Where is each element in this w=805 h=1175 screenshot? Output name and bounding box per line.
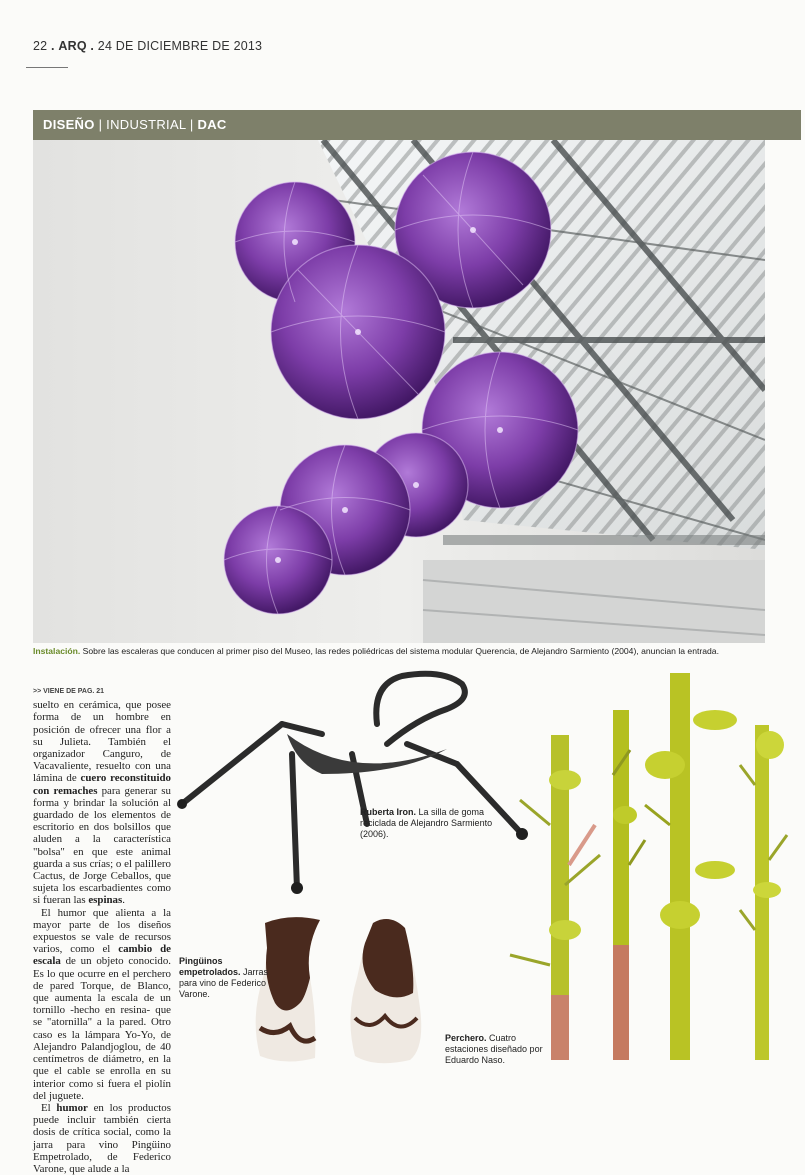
- main-photo: [33, 140, 765, 643]
- coat-rack-caption: Perchero. Cuatro estaciones diseñado por Eduardo Naso.: [445, 1033, 543, 1065]
- penguins-caption: Pingüinos empetrolados. Jarras para vino de Federico Varone.: [179, 956, 269, 999]
- coat-rack-photo: [505, 665, 805, 1065]
- article-paragraph: suelto en cerámica, que posee forma de un hombre en posición de ofrecer una flor a su Julieta. También el organizador Canguro, de Vacavaliente, resuelto con una lámina de cuero reconstituido con remaches para generar su forma y brindar la solución al guardado de los elementos de escritorio en dos bolsillos que aluden a la característica "bolsa" en que este animal guarda a sus crías; o el palillero Cactus, de Jorge Ceballos, que sujeta los escarbadientes como si fueran las espinas.: [33, 699, 171, 907]
- penguin-jugs-photo: [245, 908, 435, 1068]
- section-bar-dac: DAC: [197, 117, 227, 132]
- page-number: 22: [33, 39, 48, 53]
- main-photo-caption: [33, 646, 773, 656]
- section-name: ARQ: [58, 39, 87, 53]
- section-bar-industrial: INDUSTRIAL: [106, 117, 186, 132]
- article-paragraph: El humor que alienta a la mayor parte de los diseños expuestos se vale de recursos varios, como el cambio de escala de un objeto conocido. Es lo que ocurre en el perchero de pared Torque, de Blanco, que aumenta la escala de un tornillo -hecho en resina- que se "atornilla" a la pared. Otro caso es la lámpara Yo-Yo, de Alejandro Palandjoglou, de 40 centímetros de diámetro, en la que el cable se enrolla en su interior como si fuera el piolín del juguete.: [33, 906, 171, 1102]
- section-bar: DISEÑO | INDUSTRIAL | DAC: [33, 110, 801, 140]
- chair-photo: [172, 664, 532, 904]
- article-column: [33, 686, 171, 1175]
- caption-lead: Instalación.: [33, 646, 81, 656]
- jump-label: >> VIENE DE PAG. 21: [33, 688, 105, 695]
- chair-caption: Ruberta Iron. La silla de goma reciclada de Alejandro Sarmiento (2006).: [360, 807, 493, 839]
- caption-text: Sobre las escaleras que conducen al primer piso del Museo, las redes poliédricas del sistema modular Querencia, de Alejandro Sarmiento (2004), anuncian la entrada.: [80, 646, 719, 656]
- page-header: 22 . ARQ . 24 DE DICIEMBRE DE 2013: [33, 39, 263, 53]
- section-bar-diseno: DISEÑO: [43, 117, 95, 132]
- issue-date: 24 DE DICIEMBRE DE 2013: [97, 39, 263, 53]
- header-rule: [26, 67, 68, 68]
- article-paragraph: El humor en los productos puede incluir también cierta dosis de crítica social, como la jarra para vino Pingüino Empetrolado, de Federico Varone, que alude a la: [33, 1101, 171, 1175]
